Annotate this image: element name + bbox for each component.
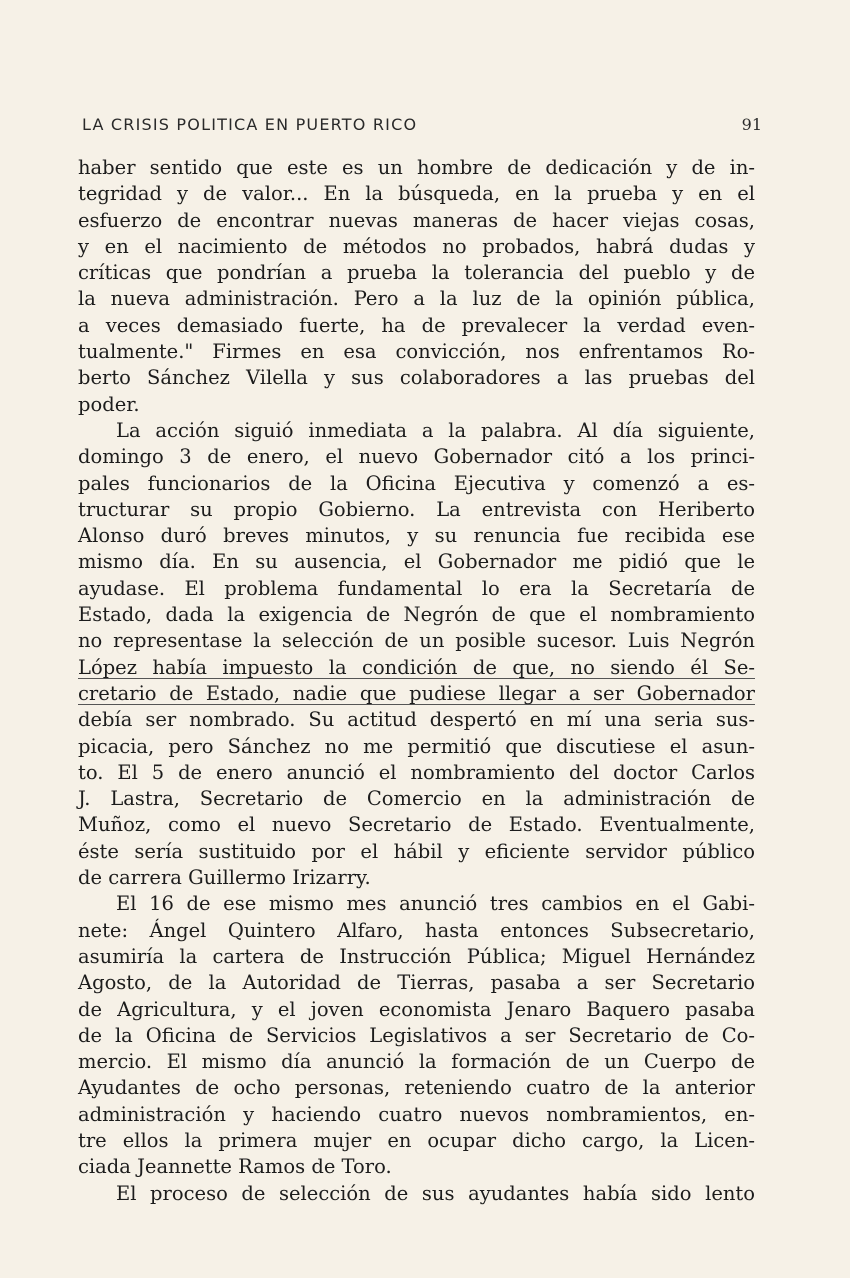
text-line: no representase la selección de un posible sucesor. Luis Negrón bbox=[78, 629, 755, 653]
text-line: mercio. El mismo día anunció la formación de un Cuerpo de bbox=[78, 1050, 755, 1074]
text-line: Muñoz, como el nuevo Secretario de Estado. Eventualmente, bbox=[78, 813, 755, 837]
text-line: y en el nacimiento de métodos no probados, habrá dudas y bbox=[78, 234, 755, 258]
text-line: Ayudantes de ocho personas, reteniendo cuatro de la anterior bbox=[78, 1076, 755, 1100]
text-line: Estado, dada la exigencia de Negrón de que el nombramiento bbox=[78, 603, 755, 627]
text-line: asumiría la cartera de Instrucción Pública; Miguel Hernández bbox=[78, 944, 755, 968]
text-line: la nueva administración. Pero a la luz de la opinión pública, bbox=[78, 287, 755, 311]
page-number: 91 bbox=[741, 115, 762, 134]
text-line: de Agricultura, y el joven economista Jenaro Baquero pasaba bbox=[78, 997, 755, 1021]
text-line: de carrera Guillermo Irizarry. bbox=[78, 866, 371, 890]
text-line: ayudase. El problema fundamental lo era la Secretaría de bbox=[78, 576, 755, 600]
text-line: pales funcionarios de la Oficina Ejecutiva y comenzó a es- bbox=[78, 471, 755, 495]
text-line: El proceso de selección de sus ayudantes había sido lento bbox=[116, 1181, 755, 1205]
text-line: éste sería sustituido por el hábil y eficiente servidor público bbox=[78, 839, 755, 863]
text-line: esfuerzo de encontrar nuevas maneras de hacer viejas cosas, bbox=[78, 208, 755, 232]
text-line: haber sentido que este es un hombre de dedicación y de in- bbox=[78, 156, 755, 179]
text-line: berto Sánchez Vilella y sus colaboradores a las pruebas del bbox=[78, 366, 755, 390]
text-line: administración y haciendo cuatro nuevos nombramientos, en- bbox=[78, 1102, 755, 1126]
text-line: Agosto, de la Autoridad de Tierras, pasaba a ser Secretario bbox=[78, 971, 755, 995]
text-line: críticas que pondrían a prueba la tolerancia del pueblo y de bbox=[78, 261, 755, 285]
running-header bbox=[82, 115, 762, 139]
text-line: tructurar su propio Gobierno. La entrevista con Heriberto bbox=[78, 497, 755, 521]
text-line: J. Lastra, Secretario de Comercio en la administración de bbox=[78, 787, 755, 811]
text-line: picacia, pero Sánchez no me permitió que discutiese el asun- bbox=[78, 734, 755, 758]
body-text bbox=[78, 155, 755, 1207]
text-line: López había impuesto la condición de que, no siendo él Se- bbox=[78, 655, 755, 679]
text-line: Alonso duró breves minutos, y su renuncia fue recibida ese bbox=[78, 524, 755, 548]
text-line: El 16 de ese mismo mes anunció tres cambios en el Gabi- bbox=[116, 892, 755, 916]
text-line: de la Oficina de Servicios Legislativos a ser Secretario de Co- bbox=[78, 1023, 755, 1047]
text-line: domingo 3 de enero, el nuevo Gobernador citó a los princi- bbox=[78, 445, 755, 469]
text-line: cretario de Estado, nadie que pudiese llegar a ser Gobernador bbox=[78, 681, 755, 705]
text-line: mismo día. En su ausencia, el Gobernador me pidió que le bbox=[78, 550, 755, 574]
text-line: tualmente." Firmes en esa convicción, nos enfrentamos Ro- bbox=[78, 340, 755, 364]
text-line: tegridad y de valor... En la búsqueda, en la prueba y en el bbox=[78, 182, 755, 206]
text-line: debía ser nombrado. Su actitud despertó en mí una seria sus- bbox=[78, 708, 755, 732]
text-line: nete: Ángel Quintero Alfaro, hasta entonces Subsecretario, bbox=[78, 918, 755, 942]
running-title: LA CRISIS POLITICA EN PUERTO RICO bbox=[82, 115, 418, 134]
text-line: a veces demasiado fuerte, ha de prevalecer la verdad even- bbox=[78, 313, 755, 337]
text-line: poder. bbox=[78, 392, 140, 416]
text-line: La acción siguió inmediata a la palabra. Al día siguiente, bbox=[116, 418, 755, 442]
text-line: tre ellos la primera mujer en ocupar dicho cargo, la Licen- bbox=[78, 1128, 755, 1152]
text-line: to. El 5 de enero anunció el nombramiento del doctor Carlos bbox=[78, 760, 755, 784]
text-line: ciada Jeannette Ramos de Toro. bbox=[78, 1155, 392, 1179]
